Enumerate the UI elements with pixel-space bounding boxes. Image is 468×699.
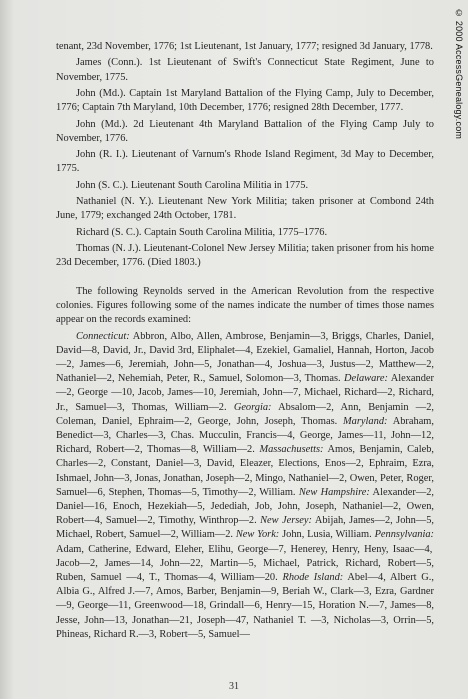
- colony-label-new-york: New York:: [235, 529, 280, 541]
- colony-label-georgia: Georgia:: [233, 401, 272, 413]
- colony-names-new-jersey: Abijah, James—2, John—5, Michael, Robert, Samuel—2, William—2.: [56, 515, 434, 541]
- colony-names-delaware: Alexander—2, George —10, Jacob, James—10, Jeremiah, John—7, Michael, Richard—2, Richard, Jr., Samuel—3, Thomas, William—2.: [56, 373, 435, 413]
- watermark: © 2000 AccessGenealogy.com: [454, 8, 464, 140]
- entry-richard-sc: Richard (S. C.). Captain South Carolina Militia, 1775–1776.: [76, 226, 328, 238]
- colony-label-delaware: Delaware:: [343, 373, 389, 385]
- colony-label-maryland: Maryland:: [343, 415, 388, 427]
- colony-label-rhode-island: Rhode Island:: [282, 571, 344, 583]
- colony-names-maryland: Abraham, Benedict—3, Charles—3, Chas. Mucculin, Francis—4, George, James—11, John—12, Richard, Robert—2, Thomas—8, William—2.: [56, 415, 434, 456]
- colonies-list: [56, 330, 434, 642]
- colony-names-georgia: Absalom—2, Ann, Benjamin —2, Coleman, Daniel, Ephraim—2, George, John, Joseph, Thomas.: [56, 401, 434, 427]
- colony-label-new-hampshire: New Hampshire:: [298, 486, 370, 498]
- colony-names-rhode-island: Abel—4, Albert G., Albia G., Alfred J.—7, Amos, Barber, Benjamin—9, Beriah W., Clark—3, Ezra, Gardner—9, George—11, Greenwood—18, Grindall—6, Henry—15, Horation N.—7, James—8, Jesse, John—13, Jonathan—21, Joseph—47, Nathaniel T. —3, Nicholas—3, Orrin—5, Phineas, Richard R.—3, Robert—5, Samuel—: [56, 571, 434, 640]
- entry-nathaniel-ny: Nathaniel (N. Y.). Lieutenant New York Militia; taken prisoner at Combond 24th June, 1779; exchanged 24th October, 1781.: [56, 196, 434, 222]
- entry-john-sc: John (S. C.). Lieutenant South Carolina Militia in 1775.: [76, 179, 309, 191]
- colony-names-pennsylvania: Adam, Catherine, Edward, Eleher, Elihu, George—7, Henerey, Henry, Heny, Isaac—4, Jacob—2, James—14, John—22, Martin—5, Michael, Patrick, Richard, Robert—5, Ruben, Samuel —4, T., Thomas—4, William—20.: [56, 543, 434, 583]
- colony-label-new-jersey: New Jersey:: [260, 515, 312, 527]
- colony-names-new-hampshire: Alexander—2, Daniel—16, Enoch, Hezekiah—5, Jedediah, Job, John, Joseph, Nathaniel—2, Owen, Robert—4, Samuel—2, Timothy, Winthrop—2.: [56, 486, 435, 527]
- colony-label-massachusetts: Massachusetts:: [259, 444, 324, 456]
- colony-names-massachusetts: Amos, Benjamin, Caleb, Charles—2, Constant, Daniel—3, David, Eleazer, Elections, Enos—2, Ephraim, Ezra, Ishmael, John—3, Jonas, Jonathan, Joseph—2, Mingo, Nathaniel—2, Owen, Peter, Roger, Samuel—6, Stephen, Thomas—5, Timothy—2, William.: [56, 444, 434, 498]
- colony-names-connecticut: Abbron, Albo, Allen, Ambrose, Benjamin—3, Briggs, Charles, Daniel, David—8, David, Jr., David 3rd, Eliphalet—4, Ezekiel, Gamaliel, Hannah, Horton, Jacob—2, James—6, Jeremiah, John—5, Jonathan—4, Joshua—3, Justus—2, Matthew—2, Nathaniel—2, Nehemiah, Peter, R., Samuel, Solomon—3, Thomas.: [56, 330, 434, 385]
- colony-label-pennsylvania: Pennsylvania:: [374, 529, 434, 541]
- page-number: 31: [229, 681, 239, 692]
- entry-john-md-1: John (Md.). Captain 1st Maryland Battalion of the Flying Camp, July to December, 1776; Captain 7th Maryland, 10th December, 1776; resigned 28th December, 1777.: [56, 87, 434, 114]
- entry-thomas-nj: Thomas (N. J.). Lieutenant-Colonel New Jersey Militia; taken prisoner from his home 23d December, 1776. (Died 1803.): [56, 243, 434, 269]
- section-gap: [56, 273, 434, 285]
- intro-paragraph: The following Reynolds served in the American Revolution from the respective colonies. Figures following some of the names indicate the number of times those names appear on the records examined:: [56, 285, 434, 326]
- entry-james-conn: James (Conn.). 1st Lieutenant of Swift's Connecticut State Regiment, June to November, 1775.: [56, 57, 434, 83]
- colony-names-new-york: John, Lusia, William.: [279, 529, 375, 541]
- entry-john-ri: John (R. I.). Lieutenant of Varnum's Rhode Island Regiment, 3d May to December, 1775.: [56, 149, 434, 175]
- paragraph-continuation: tenant, 23d November, 1776; 1st Lieutenant, 1st January, 1777; resigned 3d January, 1778.: [56, 41, 433, 52]
- page-body: [56, 40, 434, 644]
- colony-label-connecticut: Connecticut:: [76, 330, 130, 342]
- entry-john-md-2: John (Md.). 2d Lieutenant 4th Maryland Battalion of the Flying Camp July to November, 1776.: [56, 118, 434, 144]
